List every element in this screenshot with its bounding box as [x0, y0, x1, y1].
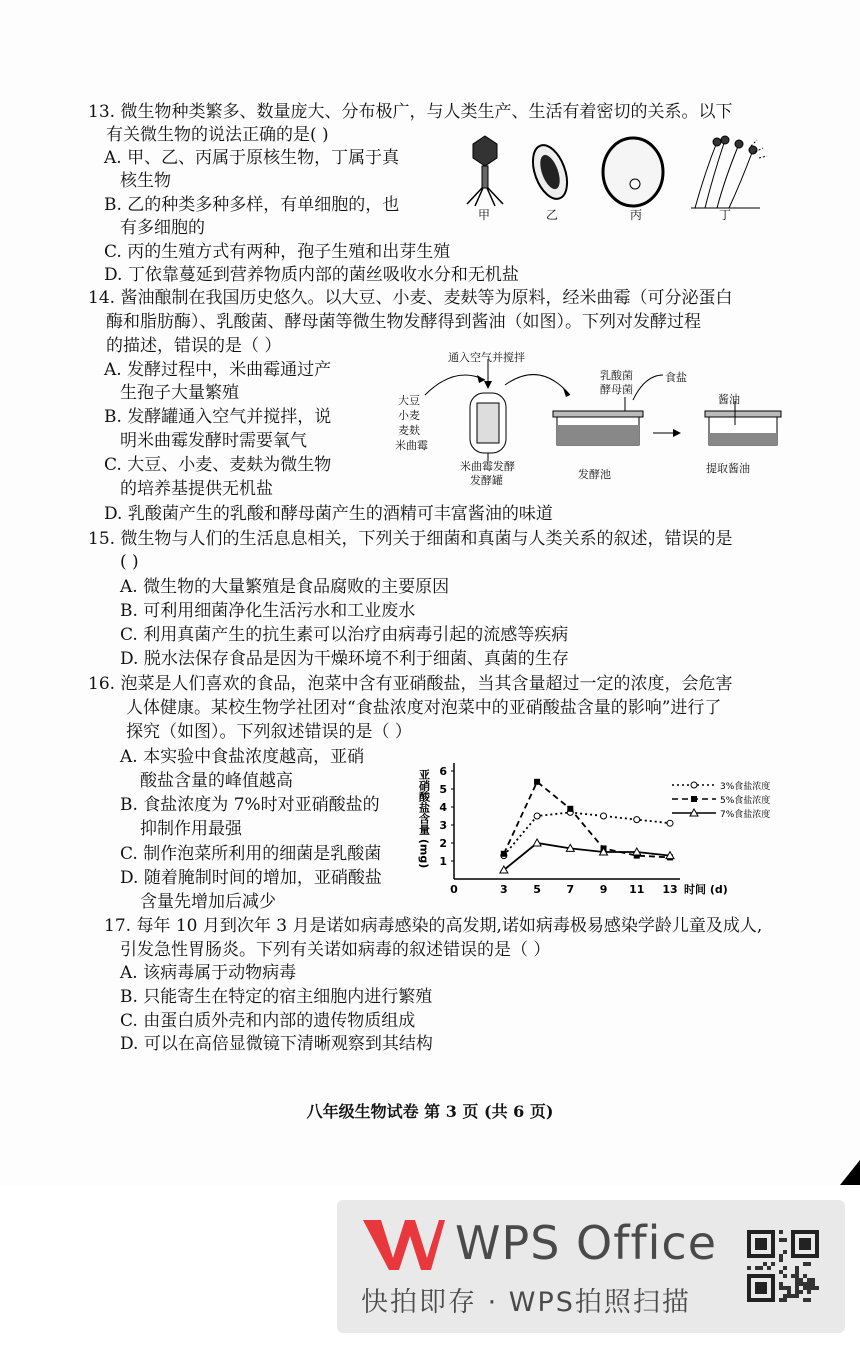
x-tick-label: 7 [566, 883, 575, 896]
data-point [534, 813, 540, 819]
y-tick-label: 6 [439, 765, 447, 778]
q16-option-b: B. 食盐浓度为 7%时对亚硝酸盐的 [120, 795, 380, 815]
q14-option-d: D. 乳酸菌产生的乳酸和酵母菌产生的酒精可丰富酱油的味道 [104, 504, 553, 524]
scan-edge [840, 1160, 860, 1185]
data-point [634, 817, 640, 823]
q13-stem-cont: 有关微生物的说法正确的是( ) [106, 125, 329, 145]
page-footer: 八年级生物试卷 第 3 页 (共 6 页) [306, 1102, 554, 1121]
q13-option-a-cont: 核生物 [120, 171, 171, 191]
legend-label: 3%食盐浓度 [720, 782, 771, 792]
x-tick-label: 11 [629, 883, 645, 896]
q17-option-c: C. 由蛋白质外壳和内部的遗传物质组成 [120, 1011, 416, 1031]
q16-option-d: D. 随着腌制时间的增加，亚硝酸盐 [120, 868, 382, 888]
q13-option-a: A. 甲、乙、丙属于原核生物，丁属于真 [104, 148, 400, 168]
q17-option-a: A. 该病毒属于动物病毒 [120, 963, 297, 983]
y-tick-label: 1 [439, 855, 447, 868]
q14-option-a-cont: 生孢子大量繁殖 [120, 383, 239, 403]
q17-stem: 17. 每年 10 月到次年 3 月是诺如病毒感染的高发期,诺如病毒极易感染学龄儿童及成人, [104, 916, 763, 936]
q14-stem: 14. 酱油酿制在我国历史悠久。以大豆、小麦、麦麸等为原料，经米曲霉（可分泌蛋白 [88, 288, 733, 308]
label-ding: 丁 [719, 208, 732, 222]
legend-marker [691, 782, 697, 788]
data-point [567, 806, 573, 812]
q15-stem: 15. 微生物与人们的生活息息相关，下列关于细菌和真菌与人类关系的叙述，错误的是 [88, 529, 733, 549]
q16-option-a: A. 本实验中食盐浓度越高，亚硝 [120, 747, 365, 767]
wps-logo-icon [363, 1220, 445, 1270]
data-point [601, 813, 607, 819]
q13-option-b: B. 乙的种类多种多样，有单细胞的，也 [104, 195, 400, 215]
x-tick-label: 5 [533, 883, 541, 896]
legend-label: 5%食盐浓度 [720, 796, 771, 806]
q14-stem-cont-2: 的描述，错误的是（ ） [106, 336, 282, 356]
q13-stem: 13. 微生物种类繁多、数量庞大、分布极广，与人类生产、生活有着密切的关系。以下 [88, 102, 733, 122]
label-bing: 丙 [630, 208, 643, 222]
series-line-3 [504, 843, 670, 870]
mold-drawing [691, 136, 767, 208]
q13-option-d: D. 丁依靠蔓延到营养物质内部的菌丝吸收水分和无机盐 [104, 265, 519, 285]
y-tick-label: 3 [439, 819, 447, 832]
q15-stem-cont: ( ) [120, 552, 139, 572]
x-tick-label: 0 [450, 883, 458, 896]
label-pool: 发酵池 [578, 468, 611, 481]
q16-stem: 16. 泡菜是人们喜欢的食品，泡菜中含有亚硝酸盐，当其含量超过一定的浓度，会危害 [88, 674, 733, 694]
label-tank-1: 米曲霉发酵 [460, 460, 515, 473]
label-aeration: 通入空气并搅拌 [448, 351, 525, 364]
label-lactic-bacteria: 乳酸菌 [600, 369, 633, 382]
label-tank-2: 发酵罐 [470, 474, 503, 487]
yeast-drawing [603, 138, 663, 206]
q17-option-d: D. 可以在高倍显微镜下清晰观察到其结构 [120, 1034, 433, 1054]
wps-brand: WPS Office [455, 1216, 718, 1270]
x-tick-label: 13 [662, 883, 678, 896]
q16-option-a-cont: 酸盐含量的峰值越高 [140, 771, 293, 791]
q14-option-b: B. 发酵罐通入空气并搅拌，说 [104, 407, 332, 427]
label-extract: 提取酱油 [706, 462, 750, 475]
label-bran: 麦麸 [398, 424, 420, 437]
nitrite-chart-svg [410, 755, 802, 905]
data-point [501, 851, 507, 857]
legend-label: 7%食盐浓度 [720, 810, 771, 820]
q14-stem-cont-1: 酶和脂肪酶）、乳酸菌、酵母菌等微生物发酵得到酱油（如图）。下列对发酵过程 [106, 312, 701, 332]
x-axis-label: 时间 (d) [684, 883, 728, 896]
label-jia: 甲 [478, 208, 491, 222]
bacteriophage-drawing [467, 136, 503, 206]
q14-option-c-cont: 的培养基提供无机盐 [120, 479, 273, 499]
q16-option-c: C. 制作泡菜所利用的细菌是乳酸菌 [120, 844, 382, 864]
y-tick-label: 4 [439, 801, 447, 814]
wps-watermark [337, 1200, 845, 1333]
q15-option-c: C. 利用真菌产生的抗生素可以治疗由病毒引起的流感等疾病 [120, 625, 569, 645]
legend-marker [691, 796, 697, 802]
label-yeast: 酵母菌 [600, 383, 633, 396]
y-tick-label: 2 [439, 837, 447, 850]
label-aspergillus: 米曲霉 [395, 439, 428, 452]
data-point [534, 779, 540, 785]
data-point [533, 839, 541, 846]
q17-stem-cont: 引发急性胃肠炎。下列有关诺如病毒的叙述错误的是（ ） [120, 940, 551, 960]
qr-code-icon [747, 1230, 819, 1302]
q13-option-b-cont: 有多细胞的 [120, 218, 205, 238]
q17-option-b: B. 只能寄生在特定的宿主细胞内进行繁殖 [120, 987, 433, 1007]
q15-option-a: A. 微生物的大量繁殖是食品腐败的主要原因 [120, 577, 450, 597]
label-yi: 乙 [546, 208, 559, 222]
nitrite-chart [410, 755, 802, 905]
q16-option-b-cont: 抑制作用最强 [140, 819, 242, 839]
q14-option-c: C. 大豆、小麦、麦麸为微生物 [104, 455, 332, 475]
q16-stem-cont-1: 人体健康。某校生物学社团对“食盐浓度对泡菜中的亚硝酸盐含量的影响”进行了 [126, 698, 722, 718]
y-axis-label: 亚硝酸盐含量 (mg) [417, 769, 431, 869]
data-point [667, 820, 673, 826]
label-soybean: 大豆 [398, 394, 420, 407]
q15-option-d: D. 脱水法保存食品是因为干燥环境不利于细菌、真菌的生存 [120, 649, 569, 669]
bacterium-drawing [526, 141, 573, 204]
q14-option-a: A. 发酵过程中，米曲霉通过产 [104, 360, 332, 380]
label-salt: 食盐 [665, 371, 687, 384]
q16-option-d-cont: 含量先增加后减少 [140, 892, 276, 912]
y-tick-label: 5 [439, 783, 447, 796]
q16-stem-cont-2: 探究（如图）。下列叙述错误的是（ ） [126, 722, 412, 742]
q13-option-c: C. 丙的生殖方式有两种，孢子生殖和出芽生殖 [104, 242, 451, 262]
q14-option-b-cont: 明米曲霉发酵时需要氧气 [120, 431, 307, 451]
q15-option-b: B. 可利用细菌净化生活污水和工业废水 [120, 601, 416, 621]
x-tick-label: 9 [599, 883, 608, 896]
label-wheat: 小麦 [398, 409, 420, 422]
wps-tagline: 快拍即存 · WPS拍照扫描 [361, 1287, 691, 1318]
label-soy-sauce: 酱油 [718, 393, 740, 406]
x-tick-label: 3 [500, 883, 508, 896]
